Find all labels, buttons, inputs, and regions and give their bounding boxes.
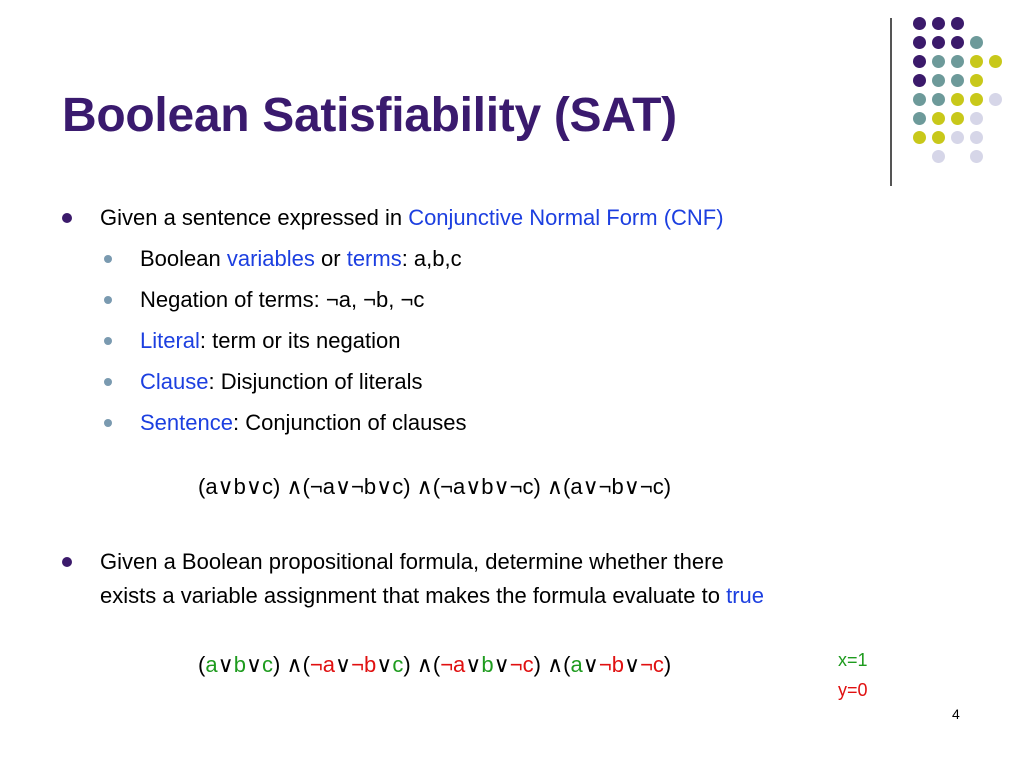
literal-false: ¬c — [509, 652, 534, 677]
clause-term: Clause — [140, 369, 209, 394]
variables-term: variables — [226, 246, 315, 271]
decor-dot — [989, 55, 1002, 68]
decor-dot — [913, 36, 926, 49]
text: : a,b,c — [401, 246, 462, 271]
cnf-term: Conjunctive Normal Form (CNF) — [408, 205, 724, 230]
text: : Disjunction of literals — [208, 369, 423, 394]
decor-dot — [913, 131, 926, 144]
decor-dot — [913, 74, 926, 87]
title-divider-line — [890, 18, 892, 186]
sentence-term: Sentence — [140, 410, 233, 435]
bullet-marker — [62, 557, 72, 567]
sub-bullet-literal — [140, 328, 400, 354]
bullet-marker — [62, 213, 72, 223]
and: ) ∧( — [403, 652, 441, 677]
decor-dot — [951, 112, 964, 125]
literal-true: b — [233, 652, 246, 677]
assignment-y: y=0 — [838, 680, 868, 700]
literal-false: ¬b — [351, 652, 377, 677]
or: ∨ — [623, 652, 641, 677]
sub-bullet-clause — [140, 369, 422, 395]
decor-dot — [951, 17, 964, 30]
decor-dot — [951, 74, 964, 87]
decor-dot — [970, 74, 983, 87]
decor-dot — [970, 36, 983, 49]
and: ) ∧( — [273, 652, 310, 677]
literal-false: ¬b — [598, 652, 624, 677]
and: ) ∧( — [533, 652, 571, 677]
decor-dot — [913, 55, 926, 68]
sub-bullet-marker — [104, 337, 112, 345]
decor-dot — [932, 131, 945, 144]
decor-dot — [913, 112, 926, 125]
sub-bullet-sentence — [140, 410, 467, 436]
sub-bullet-marker — [104, 255, 112, 263]
evaluated-formula — [198, 652, 671, 678]
decor-dot — [970, 55, 983, 68]
or: ∨ — [217, 652, 234, 677]
bullet-cnf-text: Given a sentence expressed in — [100, 205, 409, 230]
terms-term: terms — [346, 246, 402, 271]
decor-dot — [951, 131, 964, 144]
bullet-cnf — [100, 205, 724, 231]
paren: ) — [663, 652, 672, 677]
decor-dot — [932, 74, 945, 87]
or: ∨ — [465, 652, 482, 677]
literal-true: a — [570, 652, 583, 677]
literal-false: ¬a — [440, 652, 466, 677]
literal-true: c — [262, 652, 274, 677]
decor-dot — [970, 131, 983, 144]
sub-bullet-marker — [104, 296, 112, 304]
decor-dot — [989, 93, 1002, 106]
decor-dot — [932, 17, 945, 30]
literal-true: a — [205, 652, 218, 677]
text: : Conjunction of clauses — [232, 410, 467, 435]
paren: ( — [198, 652, 206, 677]
sub-bullet-marker — [104, 419, 112, 427]
decor-dot — [951, 55, 964, 68]
literal-true: b — [481, 652, 494, 677]
decor-dot — [932, 55, 945, 68]
assignment-x: x=1 — [838, 650, 868, 670]
text: or — [314, 246, 347, 271]
text: : term or its negation — [199, 328, 401, 353]
or: ∨ — [493, 652, 510, 677]
or: ∨ — [376, 652, 393, 677]
true-term: true — [726, 583, 765, 608]
page-number: 4 — [952, 706, 960, 722]
decor-dot — [970, 150, 983, 163]
sub-bullet-marker — [104, 378, 112, 386]
decor-dot — [913, 93, 926, 106]
or: ∨ — [245, 652, 263, 677]
decor-dot — [932, 112, 945, 125]
decor-dot — [913, 17, 926, 30]
text: Boolean — [140, 246, 227, 271]
decor-dot — [932, 36, 945, 49]
literal-false: ¬a — [309, 652, 336, 677]
text: exists a variable assignment that makes the formula evaluate to — [100, 583, 727, 608]
decor-dot — [970, 93, 983, 106]
decor-dot — [970, 112, 983, 125]
slide-title: Boolean Satisfiability (SAT) — [62, 89, 677, 142]
sub-bullet-variables — [140, 246, 462, 272]
literal-term: Literal — [140, 328, 200, 353]
cnf-formula: (a∨b∨c) ∧(¬a∨¬b∨c) ∧(¬a∨b∨¬c) ∧(a∨¬b∨¬c) — [198, 474, 672, 499]
decor-dot — [932, 150, 945, 163]
or: ∨ — [335, 652, 352, 677]
decor-dot — [951, 93, 964, 106]
or: ∨ — [582, 652, 599, 677]
bullet-problem-line2 — [100, 583, 764, 609]
decor-dot — [951, 36, 964, 49]
decor-dot — [932, 93, 945, 106]
bullet-problem-line1: Given a Boolean propositional formula, determine whether there — [100, 549, 724, 574]
literal-false: ¬c — [640, 652, 664, 677]
literal-true: c — [392, 652, 404, 677]
sub-bullet-negation: Negation of terms: ¬a, ¬b, ¬c — [140, 287, 425, 312]
